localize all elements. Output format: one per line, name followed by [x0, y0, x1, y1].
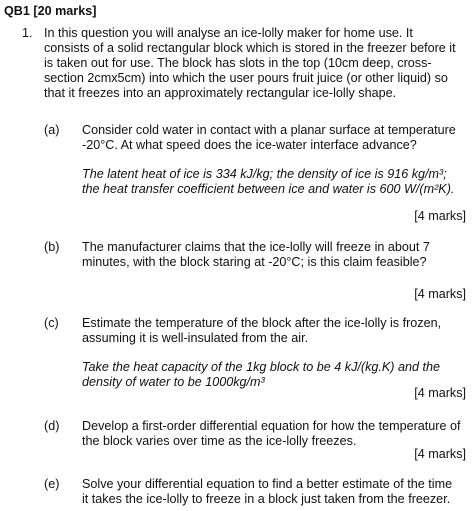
part-e-label: (e)	[44, 477, 60, 491]
part-e-line: Solve your differential equation to find a better estimate of the time	[82, 477, 453, 491]
part-a-marks: [4 marks]	[414, 209, 466, 223]
part-c-label: (c)	[44, 316, 59, 330]
part-a-line: Consider cold water in contact with a planar surface at temperature	[82, 123, 456, 137]
intro-line: is taken out for use. The block has slots in the top (10cm deep, cross-	[44, 56, 432, 70]
part-c-data-line: density of water to be 1000kg/m³	[82, 375, 265, 389]
intro-line: consists of a solid rectangular block which is stored in the freezer before it	[44, 41, 456, 55]
part-b-marks: [4 marks]	[414, 287, 466, 301]
part-a-label: (a)	[44, 123, 60, 137]
part-d-line: the block varies over time as the ice-lolly freezes.	[82, 434, 357, 448]
question-number: 1.	[22, 26, 33, 40]
part-c-line: assuming it is well-insulated from the air.	[82, 331, 309, 345]
question-heading: QB1 [20 marks]	[4, 4, 97, 18]
part-c-data-line: Take the heat capacity of the 1kg block to be 4 kJ/(kg.K) and the	[82, 360, 440, 374]
part-d-label: (d)	[44, 419, 60, 433]
part-e-line: it takes the ice-lolly to freeze in a block just taken from the freezer.	[82, 492, 451, 506]
part-d-marks: [4 marks]	[414, 447, 466, 461]
part-c-line: Estimate the temperature of the block after the ice-lolly is frozen,	[82, 316, 442, 330]
part-c-marks: [4 marks]	[414, 386, 466, 400]
intro-line: In this question you will analyse an ice-lolly maker for home use. It	[44, 26, 413, 40]
part-a-data-line: The latent heat of ice is 334 kJ/kg; the density of ice is 916 kg/m³;	[82, 167, 447, 181]
part-b-label: (b)	[44, 240, 60, 254]
part-a-data-line: the heat transfer coefficient between ice and water is 600 W/(m²K).	[82, 182, 455, 196]
part-a-line: -20°C. At what speed does the ice-water interface advance?	[82, 138, 417, 152]
part-d-line: Develop a first-order differential equation for how the temperature of	[82, 419, 461, 433]
part-b-line: The manufacturer claims that the ice-lolly will freeze in about 7	[82, 240, 430, 254]
part-b-line: minutes, with the block staring at -20°C; is this claim feasible?	[82, 255, 427, 269]
intro-line: section 2cmx5cm) into which the user pours fruit juice (or other liquid) so	[44, 71, 448, 85]
intro-line: that it freezes into an approximately rectangular ice-lolly shape.	[44, 86, 397, 100]
